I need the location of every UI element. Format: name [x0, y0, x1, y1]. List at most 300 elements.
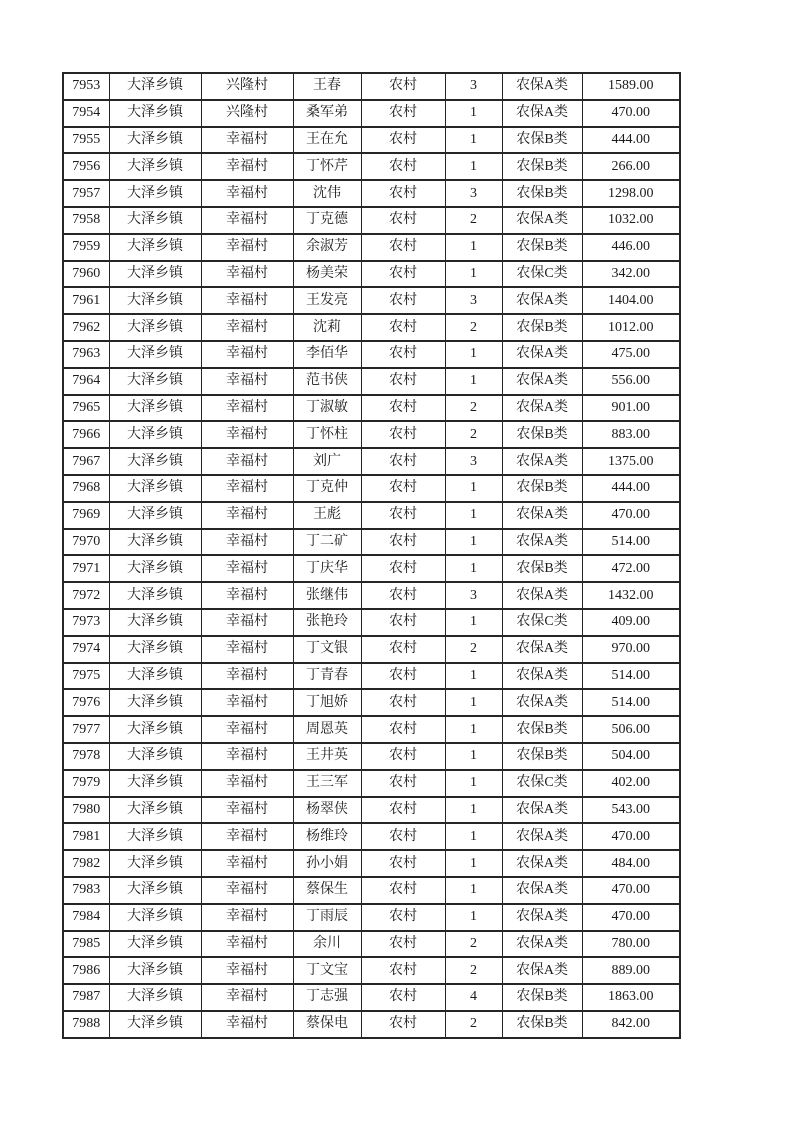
cell-residence-type: 农村 — [361, 234, 445, 261]
cell-serial-no: 7962 — [63, 314, 109, 341]
cell-serial-no: 7970 — [63, 529, 109, 556]
cell-person-count: 1 — [445, 689, 502, 716]
table-row — [63, 127, 680, 154]
cell-village: 幸福村 — [201, 850, 293, 877]
cell-amount: 970.00 — [582, 636, 680, 663]
cell-amount: 1863.00 — [582, 984, 680, 1011]
cell-serial-no: 7977 — [63, 716, 109, 743]
cell-town: 大泽乡镇 — [109, 770, 201, 797]
roster-table-body — [63, 73, 680, 1038]
cell-serial-no: 7954 — [63, 100, 109, 127]
cell-person-count: 1 — [445, 502, 502, 529]
cell-insurance-category: 农保B类 — [502, 475, 582, 502]
cell-serial-no: 7986 — [63, 957, 109, 984]
cell-person-name: 丁青春 — [293, 663, 361, 690]
cell-person-count: 1 — [445, 555, 502, 582]
cell-town: 大泽乡镇 — [109, 180, 201, 207]
cell-insurance-category: 农保A类 — [502, 850, 582, 877]
cell-person-count: 1 — [445, 153, 502, 180]
cell-town: 大泽乡镇 — [109, 421, 201, 448]
table-row — [63, 261, 680, 288]
cell-town: 大泽乡镇 — [109, 127, 201, 154]
cell-village: 幸福村 — [201, 261, 293, 288]
cell-village: 幸福村 — [201, 609, 293, 636]
cell-person-name: 丁克德 — [293, 207, 361, 234]
cell-town: 大泽乡镇 — [109, 931, 201, 958]
cell-amount: 1589.00 — [582, 73, 680, 100]
cell-insurance-category: 农保C类 — [502, 609, 582, 636]
table-row — [63, 475, 680, 502]
cell-person-name: 丁克仲 — [293, 475, 361, 502]
roster-table — [62, 72, 681, 1039]
cell-insurance-category: 农保C类 — [502, 770, 582, 797]
cell-person-name: 丁怀芹 — [293, 153, 361, 180]
cell-town: 大泽乡镇 — [109, 689, 201, 716]
cell-person-name: 范书侠 — [293, 368, 361, 395]
cell-village: 兴隆村 — [201, 100, 293, 127]
cell-insurance-category: 农保A类 — [502, 877, 582, 904]
table-row — [63, 207, 680, 234]
cell-person-name: 沈莉 — [293, 314, 361, 341]
cell-residence-type: 农村 — [361, 1011, 445, 1038]
cell-town: 大泽乡镇 — [109, 448, 201, 475]
cell-person-count: 3 — [445, 448, 502, 475]
cell-insurance-category: 农保B类 — [502, 421, 582, 448]
cell-person-count: 1 — [445, 475, 502, 502]
table-row — [63, 877, 680, 904]
cell-person-name: 丁怀柱 — [293, 421, 361, 448]
cell-person-name: 张艳玲 — [293, 609, 361, 636]
cell-person-count: 2 — [445, 421, 502, 448]
cell-person-name: 周恩英 — [293, 716, 361, 743]
cell-person-count: 1 — [445, 368, 502, 395]
cell-serial-no: 7958 — [63, 207, 109, 234]
cell-insurance-category: 农保A类 — [502, 904, 582, 931]
cell-amount: 470.00 — [582, 502, 680, 529]
cell-amount: 444.00 — [582, 475, 680, 502]
cell-village: 幸福村 — [201, 180, 293, 207]
cell-residence-type: 农村 — [361, 314, 445, 341]
cell-serial-no: 7969 — [63, 502, 109, 529]
cell-person-count: 2 — [445, 636, 502, 663]
cell-person-name: 桑军弟 — [293, 100, 361, 127]
cell-serial-no: 7967 — [63, 448, 109, 475]
cell-insurance-category: 农保B类 — [502, 153, 582, 180]
cell-person-name: 蔡保电 — [293, 1011, 361, 1038]
cell-amount: 556.00 — [582, 368, 680, 395]
cell-insurance-category: 农保B类 — [502, 180, 582, 207]
cell-town: 大泽乡镇 — [109, 502, 201, 529]
table-row — [63, 555, 680, 582]
cell-insurance-category: 农保B类 — [502, 555, 582, 582]
cell-person-name: 丁文银 — [293, 636, 361, 663]
cell-person-count: 1 — [445, 850, 502, 877]
cell-residence-type: 农村 — [361, 716, 445, 743]
cell-amount: 484.00 — [582, 850, 680, 877]
table-row — [63, 770, 680, 797]
cell-insurance-category: 农保A类 — [502, 100, 582, 127]
cell-person-count: 2 — [445, 957, 502, 984]
cell-insurance-category: 农保A类 — [502, 287, 582, 314]
cell-residence-type: 农村 — [361, 877, 445, 904]
cell-village: 幸福村 — [201, 368, 293, 395]
cell-person-count: 1 — [445, 904, 502, 931]
cell-insurance-category: 农保A类 — [502, 502, 582, 529]
table-row — [63, 743, 680, 770]
cell-serial-no: 7965 — [63, 395, 109, 422]
cell-town: 大泽乡镇 — [109, 475, 201, 502]
table-row — [63, 73, 680, 100]
cell-town: 大泽乡镇 — [109, 743, 201, 770]
cell-residence-type: 农村 — [361, 475, 445, 502]
cell-serial-no: 7985 — [63, 931, 109, 958]
cell-person-count: 1 — [445, 261, 502, 288]
cell-amount: 444.00 — [582, 127, 680, 154]
cell-person-name: 王三军 — [293, 770, 361, 797]
table-row — [63, 609, 680, 636]
cell-insurance-category: 农保B类 — [502, 314, 582, 341]
cell-insurance-category: 农保A类 — [502, 529, 582, 556]
cell-town: 大泽乡镇 — [109, 663, 201, 690]
cell-insurance-category: 农保A类 — [502, 73, 582, 100]
cell-insurance-category: 农保B类 — [502, 127, 582, 154]
cell-residence-type: 农村 — [361, 529, 445, 556]
cell-insurance-category: 农保A类 — [502, 448, 582, 475]
cell-village: 幸福村 — [201, 287, 293, 314]
cell-insurance-category: 农保B类 — [502, 716, 582, 743]
cell-serial-no: 7961 — [63, 287, 109, 314]
cell-amount: 842.00 — [582, 1011, 680, 1038]
cell-town: 大泽乡镇 — [109, 153, 201, 180]
cell-serial-no: 7975 — [63, 663, 109, 690]
cell-residence-type: 农村 — [361, 100, 445, 127]
cell-village: 幸福村 — [201, 743, 293, 770]
cell-person-count: 1 — [445, 234, 502, 261]
cell-residence-type: 农村 — [361, 341, 445, 368]
cell-residence-type: 农村 — [361, 904, 445, 931]
cell-town: 大泽乡镇 — [109, 261, 201, 288]
cell-insurance-category: 农保A类 — [502, 797, 582, 824]
cell-person-count: 2 — [445, 314, 502, 341]
cell-person-name: 丁庆华 — [293, 555, 361, 582]
cell-person-count: 1 — [445, 341, 502, 368]
cell-residence-type: 农村 — [361, 448, 445, 475]
cell-amount: 1032.00 — [582, 207, 680, 234]
table-row — [63, 180, 680, 207]
cell-amount: 1298.00 — [582, 180, 680, 207]
cell-village: 幸福村 — [201, 904, 293, 931]
cell-amount: 342.00 — [582, 261, 680, 288]
cell-person-name: 丁二矿 — [293, 529, 361, 556]
cell-person-name: 丁文宝 — [293, 957, 361, 984]
cell-amount: 470.00 — [582, 904, 680, 931]
cell-serial-no: 7966 — [63, 421, 109, 448]
cell-residence-type: 农村 — [361, 395, 445, 422]
cell-serial-no: 7976 — [63, 689, 109, 716]
cell-residence-type: 农村 — [361, 207, 445, 234]
cell-insurance-category: 农保A类 — [502, 663, 582, 690]
cell-village: 幸福村 — [201, 716, 293, 743]
table-row — [63, 287, 680, 314]
cell-amount: 514.00 — [582, 663, 680, 690]
cell-serial-no: 7974 — [63, 636, 109, 663]
table-row — [63, 341, 680, 368]
cell-town: 大泽乡镇 — [109, 73, 201, 100]
cell-town: 大泽乡镇 — [109, 234, 201, 261]
cell-amount: 470.00 — [582, 100, 680, 127]
cell-person-name: 余淑芳 — [293, 234, 361, 261]
cell-town: 大泽乡镇 — [109, 877, 201, 904]
cell-village: 幸福村 — [201, 984, 293, 1011]
cell-village: 幸福村 — [201, 957, 293, 984]
table-row — [63, 100, 680, 127]
cell-person-count: 1 — [445, 770, 502, 797]
table-row — [63, 448, 680, 475]
cell-town: 大泽乡镇 — [109, 287, 201, 314]
cell-village: 幸福村 — [201, 207, 293, 234]
cell-town: 大泽乡镇 — [109, 582, 201, 609]
cell-person-name: 杨维玲 — [293, 823, 361, 850]
cell-residence-type: 农村 — [361, 770, 445, 797]
cell-person-name: 刘广 — [293, 448, 361, 475]
cell-residence-type: 农村 — [361, 261, 445, 288]
cell-person-count: 2 — [445, 207, 502, 234]
table-row — [63, 823, 680, 850]
table-row — [63, 153, 680, 180]
table-row — [63, 689, 680, 716]
cell-residence-type: 农村 — [361, 555, 445, 582]
cell-village: 幸福村 — [201, 153, 293, 180]
cell-person-count: 1 — [445, 877, 502, 904]
cell-amount: 446.00 — [582, 234, 680, 261]
cell-serial-no: 7983 — [63, 877, 109, 904]
table-row — [63, 421, 680, 448]
cell-person-name: 杨翠侠 — [293, 797, 361, 824]
table-row — [63, 904, 680, 931]
table-row — [63, 984, 680, 1011]
cell-serial-no: 7988 — [63, 1011, 109, 1038]
cell-residence-type: 农村 — [361, 850, 445, 877]
cell-residence-type: 农村 — [361, 421, 445, 448]
cell-serial-no: 7978 — [63, 743, 109, 770]
cell-person-name: 蔡保生 — [293, 877, 361, 904]
cell-amount: 472.00 — [582, 555, 680, 582]
cell-amount: 470.00 — [582, 877, 680, 904]
cell-village: 幸福村 — [201, 823, 293, 850]
cell-town: 大泽乡镇 — [109, 957, 201, 984]
cell-amount: 543.00 — [582, 797, 680, 824]
cell-insurance-category: 农保B类 — [502, 1011, 582, 1038]
cell-amount: 504.00 — [582, 743, 680, 770]
cell-insurance-category: 农保A类 — [502, 368, 582, 395]
cell-insurance-category: 农保C类 — [502, 261, 582, 288]
cell-residence-type: 农村 — [361, 368, 445, 395]
cell-town: 大泽乡镇 — [109, 368, 201, 395]
cell-person-name: 李佰华 — [293, 341, 361, 368]
cell-insurance-category: 农保A类 — [502, 582, 582, 609]
cell-amount: 901.00 — [582, 395, 680, 422]
cell-village: 幸福村 — [201, 529, 293, 556]
cell-person-name: 余川 — [293, 931, 361, 958]
cell-village: 兴隆村 — [201, 73, 293, 100]
cell-person-count: 2 — [445, 395, 502, 422]
cell-insurance-category: 农保A类 — [502, 636, 582, 663]
cell-residence-type: 农村 — [361, 73, 445, 100]
cell-person-count: 3 — [445, 73, 502, 100]
cell-residence-type: 农村 — [361, 823, 445, 850]
table-row — [63, 368, 680, 395]
cell-serial-no: 7971 — [63, 555, 109, 582]
cell-person-name: 王发亮 — [293, 287, 361, 314]
cell-amount: 514.00 — [582, 529, 680, 556]
cell-residence-type: 农村 — [361, 609, 445, 636]
cell-serial-no: 7987 — [63, 984, 109, 1011]
cell-residence-type: 农村 — [361, 127, 445, 154]
cell-residence-type: 农村 — [361, 743, 445, 770]
table-row — [63, 850, 680, 877]
cell-town: 大泽乡镇 — [109, 609, 201, 636]
cell-amount: 402.00 — [582, 770, 680, 797]
cell-serial-no: 7960 — [63, 261, 109, 288]
cell-person-name: 丁志强 — [293, 984, 361, 1011]
cell-residence-type: 农村 — [361, 663, 445, 690]
cell-person-count: 3 — [445, 180, 502, 207]
cell-village: 幸福村 — [201, 314, 293, 341]
cell-amount: 1375.00 — [582, 448, 680, 475]
cell-serial-no: 7959 — [63, 234, 109, 261]
cell-person-count: 4 — [445, 984, 502, 1011]
cell-village: 幸福村 — [201, 341, 293, 368]
cell-person-count: 1 — [445, 663, 502, 690]
cell-amount: 470.00 — [582, 823, 680, 850]
cell-serial-no: 7982 — [63, 850, 109, 877]
cell-town: 大泽乡镇 — [109, 850, 201, 877]
cell-residence-type: 农村 — [361, 931, 445, 958]
cell-village: 幸福村 — [201, 475, 293, 502]
cell-insurance-category: 农保A类 — [502, 341, 582, 368]
cell-serial-no: 7981 — [63, 823, 109, 850]
cell-village: 幸福村 — [201, 582, 293, 609]
cell-person-count: 2 — [445, 1011, 502, 1038]
cell-residence-type: 农村 — [361, 636, 445, 663]
cell-person-count: 1 — [445, 716, 502, 743]
cell-residence-type: 农村 — [361, 502, 445, 529]
cell-person-name: 王在允 — [293, 127, 361, 154]
table-row — [63, 797, 680, 824]
cell-amount: 1404.00 — [582, 287, 680, 314]
cell-village: 幸福村 — [201, 395, 293, 422]
cell-town: 大泽乡镇 — [109, 207, 201, 234]
table-row — [63, 314, 680, 341]
cell-town: 大泽乡镇 — [109, 341, 201, 368]
cell-serial-no: 7956 — [63, 153, 109, 180]
cell-amount: 266.00 — [582, 153, 680, 180]
cell-person-count: 1 — [445, 127, 502, 154]
table-row — [63, 931, 680, 958]
cell-village: 幸福村 — [201, 770, 293, 797]
table-row — [63, 663, 680, 690]
cell-serial-no: 7963 — [63, 341, 109, 368]
table-row — [63, 529, 680, 556]
cell-residence-type: 农村 — [361, 689, 445, 716]
table-row — [63, 1011, 680, 1038]
cell-town: 大泽乡镇 — [109, 1011, 201, 1038]
cell-person-name: 丁雨辰 — [293, 904, 361, 931]
cell-town: 大泽乡镇 — [109, 984, 201, 1011]
cell-amount: 889.00 — [582, 957, 680, 984]
cell-residence-type: 农村 — [361, 153, 445, 180]
table-row — [63, 234, 680, 261]
cell-amount: 780.00 — [582, 931, 680, 958]
cell-serial-no: 7964 — [63, 368, 109, 395]
cell-person-name: 王彪 — [293, 502, 361, 529]
cell-person-name: 沈伟 — [293, 180, 361, 207]
cell-village: 幸福村 — [201, 797, 293, 824]
cell-town: 大泽乡镇 — [109, 797, 201, 824]
cell-village: 幸福村 — [201, 1011, 293, 1038]
cell-serial-no: 7973 — [63, 609, 109, 636]
cell-serial-no: 7968 — [63, 475, 109, 502]
cell-person-count: 1 — [445, 797, 502, 824]
cell-person-name: 王井英 — [293, 743, 361, 770]
table-row — [63, 502, 680, 529]
cell-village: 幸福村 — [201, 555, 293, 582]
cell-amount: 883.00 — [582, 421, 680, 448]
cell-town: 大泽乡镇 — [109, 904, 201, 931]
cell-amount: 409.00 — [582, 609, 680, 636]
cell-person-count: 2 — [445, 931, 502, 958]
cell-person-count: 1 — [445, 823, 502, 850]
cell-person-name: 杨美荣 — [293, 261, 361, 288]
cell-person-count: 1 — [445, 100, 502, 127]
cell-insurance-category: 农保A类 — [502, 823, 582, 850]
cell-insurance-category: 农保B类 — [502, 743, 582, 770]
cell-person-count: 1 — [445, 609, 502, 636]
cell-residence-type: 农村 — [361, 180, 445, 207]
table-row — [63, 636, 680, 663]
cell-town: 大泽乡镇 — [109, 716, 201, 743]
cell-serial-no: 7957 — [63, 180, 109, 207]
cell-village: 幸福村 — [201, 931, 293, 958]
cell-village: 幸福村 — [201, 877, 293, 904]
cell-insurance-category: 农保B类 — [502, 984, 582, 1011]
cell-serial-no: 7953 — [63, 73, 109, 100]
cell-residence-type: 农村 — [361, 287, 445, 314]
cell-village: 幸福村 — [201, 234, 293, 261]
cell-village: 幸福村 — [201, 421, 293, 448]
table-row — [63, 395, 680, 422]
cell-residence-type: 农村 — [361, 797, 445, 824]
cell-town: 大泽乡镇 — [109, 823, 201, 850]
cell-insurance-category: 农保A类 — [502, 689, 582, 716]
cell-insurance-category: 农保B类 — [502, 234, 582, 261]
cell-town: 大泽乡镇 — [109, 529, 201, 556]
cell-serial-no: 7980 — [63, 797, 109, 824]
cell-town: 大泽乡镇 — [109, 100, 201, 127]
cell-insurance-category: 农保A类 — [502, 207, 582, 234]
cell-serial-no: 7955 — [63, 127, 109, 154]
cell-village: 幸福村 — [201, 636, 293, 663]
cell-residence-type: 农村 — [361, 957, 445, 984]
cell-insurance-category: 农保A类 — [502, 957, 582, 984]
cell-person-count: 1 — [445, 529, 502, 556]
table-row — [63, 957, 680, 984]
cell-town: 大泽乡镇 — [109, 555, 201, 582]
cell-town: 大泽乡镇 — [109, 395, 201, 422]
cell-serial-no: 7979 — [63, 770, 109, 797]
cell-amount: 1432.00 — [582, 582, 680, 609]
cell-person-name: 张继伟 — [293, 582, 361, 609]
